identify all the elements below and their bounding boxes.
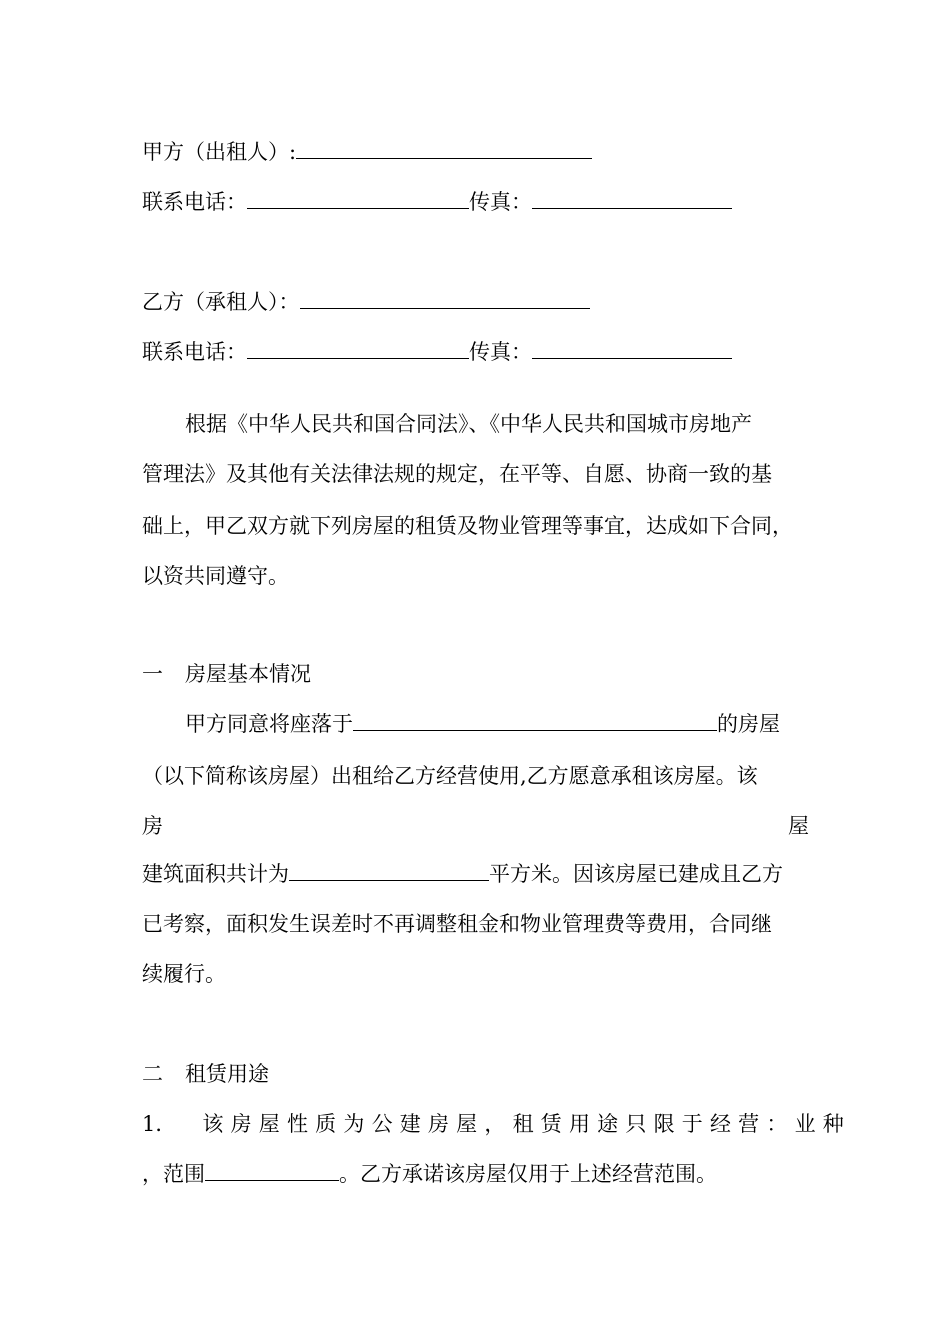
party-b-line	[142, 288, 590, 316]
preamble-line-4: 以资共同遵守。	[142, 564, 289, 588]
section-1-heading	[142, 660, 311, 688]
scope-prefix: ，范围	[142, 1162, 205, 1186]
party-a-fax-field[interactable]	[532, 188, 732, 209]
section-2-heading	[142, 1060, 269, 1088]
section-1-number: 一	[142, 662, 163, 686]
section-1-title: 房屋基本情况	[185, 662, 311, 686]
party-a-fax-label: 传真：	[469, 190, 532, 214]
section-1-line-3-left: 房	[142, 814, 163, 838]
section-2-number: 二	[142, 1062, 163, 1086]
party-b-contact-line	[142, 338, 732, 366]
party-b-phone-field[interactable]	[247, 338, 469, 359]
section-2-item-1-line-2	[142, 1160, 717, 1188]
area-suffix: 平方米。因该房屋已建成且乙方	[489, 862, 783, 886]
party-b-phone-label: 联系电话：	[142, 340, 247, 364]
party-b-fax-label: 传真：	[469, 340, 532, 364]
item-1-text: 该房屋性质为公建房屋，租赁用途只限于经营：业种	[202, 1112, 851, 1136]
party-b-name-field[interactable]	[300, 288, 590, 309]
section-1-line-1	[185, 710, 780, 738]
party-a-label: 甲方（出租人）:	[142, 140, 297, 164]
scope-suffix: 。乙方承诺该房屋仅用于上述经营范围。	[339, 1162, 717, 1186]
section-1-line-4	[142, 860, 783, 888]
area-field[interactable]	[289, 860, 489, 881]
area-prefix: 建筑面积共计为	[142, 862, 289, 886]
preamble-line-3: 础上，甲乙双方就下列房屋的租赁及物业管理等事宜，达成如下合同，	[142, 514, 793, 538]
preamble-line-2: 管理法》及其他有关法律法规的规定，在平等、自愿、协商一致的基	[142, 462, 772, 486]
party-b-fax-field[interactable]	[532, 338, 732, 359]
party-a-contact-line	[142, 188, 732, 216]
preamble-line-1: 根据《中华人民共和国合同法》、《中华人民共和国城市房地产	[185, 412, 752, 436]
section-1-line-2: （以下简称该房屋）出租给乙方经营使用,乙方愿意承租该房屋。该	[142, 764, 758, 788]
section-1-line-3-right: 屋	[788, 814, 809, 838]
party-a-phone-field[interactable]	[247, 188, 469, 209]
location-suffix: 的房屋	[717, 712, 780, 736]
section-1-line-6: 续履行。	[142, 962, 226, 986]
section-1-line-5: 已考察，面积发生误差时不再调整租金和物业管理费等费用，合同继	[142, 912, 772, 936]
party-a-phone-label: 联系电话：	[142, 190, 247, 214]
scope-field[interactable]	[205, 1160, 339, 1181]
location-prefix: 甲方同意将座落于	[185, 712, 353, 736]
section-2-title: 租赁用途	[185, 1062, 269, 1086]
location-field[interactable]	[353, 710, 717, 731]
party-a-name-field[interactable]	[296, 138, 592, 159]
section-2-item-1	[142, 1110, 851, 1138]
party-a-line	[142, 138, 592, 166]
party-b-label: 乙方（承租人）：	[142, 290, 300, 314]
item-1-number: 1．	[142, 1112, 177, 1136]
